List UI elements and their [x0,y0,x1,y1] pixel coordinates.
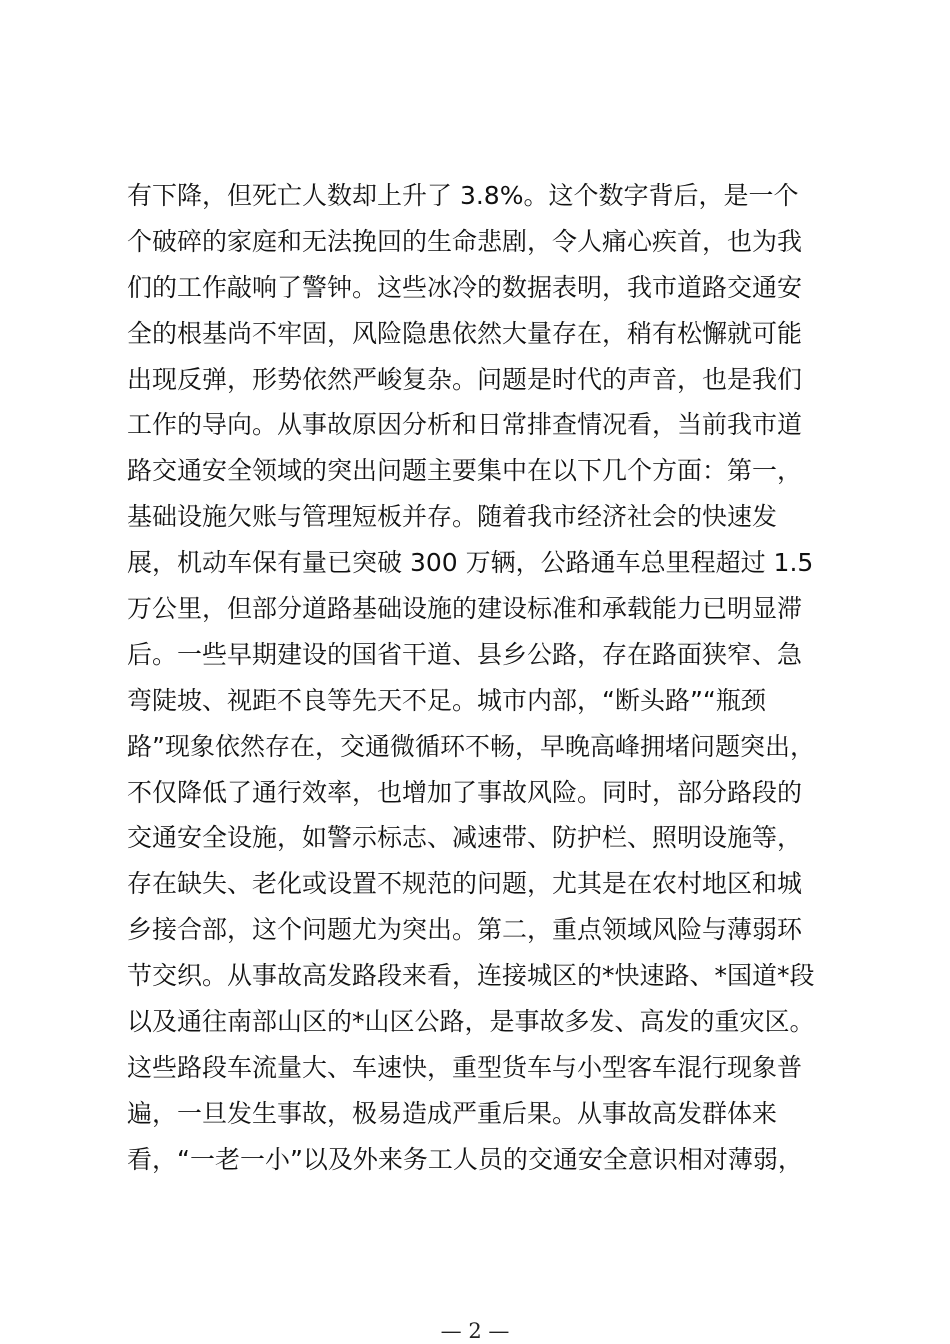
text-line: 展，机动车保有量已突破 300 万辆，公路通车总里程超过 1.5 [127,548,814,578]
text-line: 看，“一老一小”以及外来务工人员的交通安全意识相对薄弱， [127,1144,803,1174]
text-line: 个破碎的家庭和无法挽回的生命悲剧，令人痛心疾首，也为我 [127,226,803,256]
body-text [127,173,847,1183]
text-line: 全的根基尚不牢固，风险隐患依然大量存在，稍有松懈就可能 [127,318,803,348]
page-number: — 2 — [440,1319,510,1343]
text-line: 弯陡坡、视距不良等先天不足。城市内部，“断头路”“瓶颈 [127,685,766,715]
text-line: 们的工作敲响了警钟。这些冰冷的数据表明，我市道路交通安 [127,272,803,302]
text-line: 万公里，但部分道路基础设施的建设标准和承载能力已明显滞 [127,594,803,624]
text-line: 遍，一旦发生事故，极易造成严重后果。从事故高发群体来 [127,1098,778,1128]
text-line: 路”现象依然存在，交通微循环不畅，早晚高峰拥堵问题突出， [127,731,815,761]
text-line: 工作的导向。从事故原因分析和日常排查情况看，当前我市道 [127,410,803,440]
text-line: 存在缺失、老化或设置不规范的问题，尤其是在农村地区和城 [127,869,803,899]
text-line: 这些路段车流量大、车速快，重型货车与小型客车混行现象普 [127,1052,803,1082]
text-line: 以及通往南部山区的*山区公路，是事故多发、高发的重灾区。 [127,1007,815,1037]
text-line: 有下降，但死亡人数却上升了 3.8%。这个数字背后，是一个 [127,181,799,210]
text-line: 交通安全设施，如警示标志、减速带、防护栏、照明设施等， [127,823,803,853]
text-line: 后。一些早期建设的国省干道、县乡公路，存在路面狭窄、急 [127,639,803,669]
text-line: 出现反弹，形势依然严峻复杂。问题是时代的声音，也是我们 [127,364,803,394]
text-line: 基础设施欠账与管理短板并存。随着我市经济社会的快速发 [127,502,778,532]
text-line: 乡接合部，这个问题尤为突出。第二，重点领域风险与薄弱环 [127,915,803,945]
text-line: 路交通安全领域的突出问题主要集中在以下几个方面：第一， [127,456,803,486]
text-line: 节交织。从事故高发路段来看，连接城区的*快速路、*国道*段 [127,961,815,991]
text-line: 不仅降低了通行效率，也增加了事故风险。同时，部分路段的 [127,777,803,807]
